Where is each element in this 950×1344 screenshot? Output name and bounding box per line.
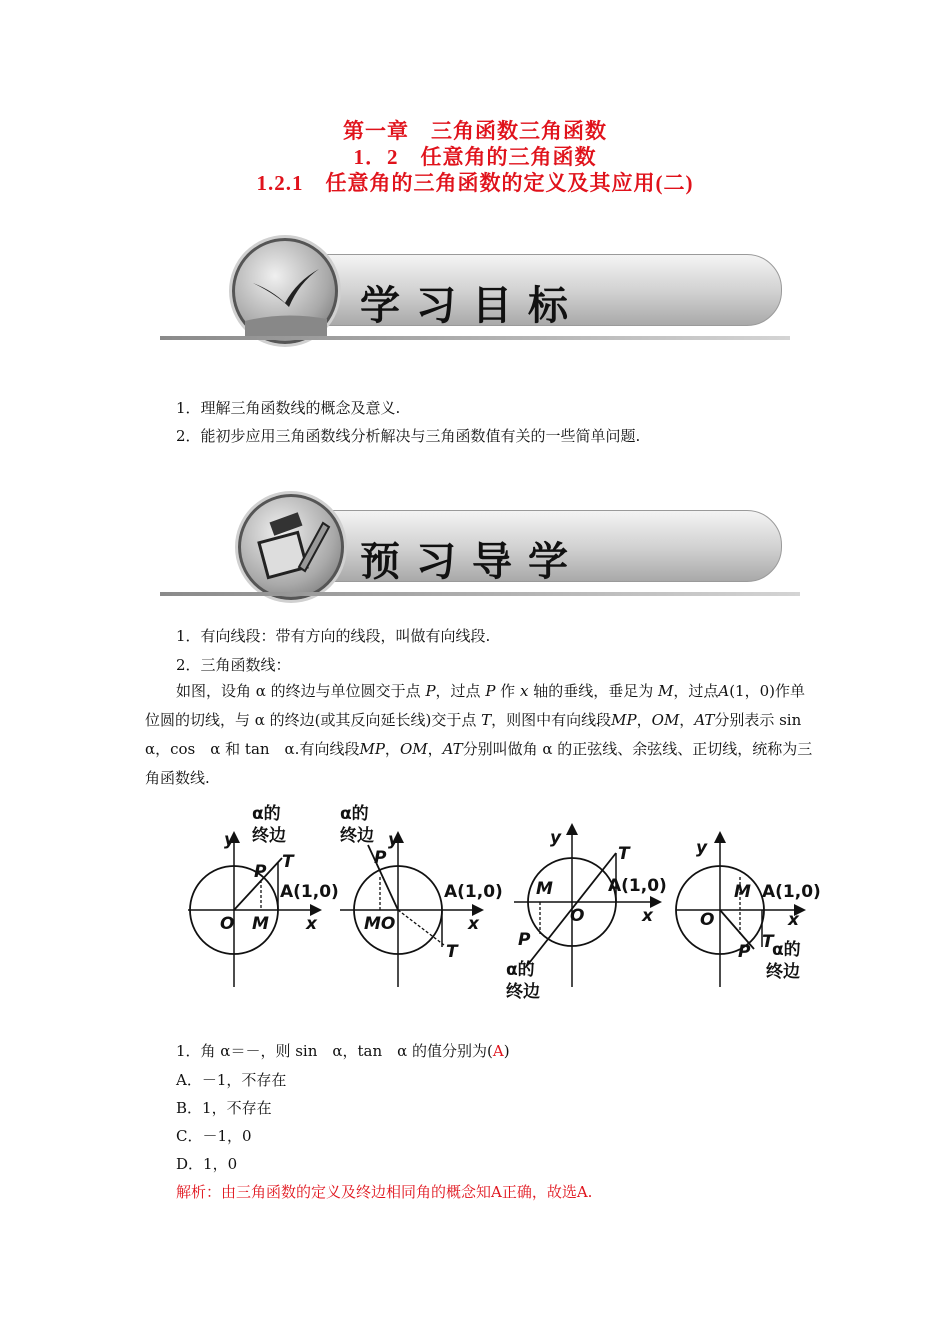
svg-text:终边: 终边 — [506, 982, 540, 1002]
question-1: 1．角 α＝－，则 sin α，tan α 的值分别为(A) — [176, 1042, 510, 1060]
svg-text:P: P — [738, 942, 751, 962]
svg-text:终边: 终边 — [766, 962, 800, 982]
svg-text:T: T — [618, 844, 630, 864]
svg-text:A(1,0): A(1,0) — [280, 882, 339, 902]
svg-text:y: y — [224, 830, 236, 850]
panel-quadrant-3 — [506, 828, 667, 1002]
panel-quadrant-2 — [340, 803, 503, 987]
unit-circle-figure — [188, 797, 828, 1002]
panel-quadrant-1 — [188, 803, 339, 987]
svg-text:A(1,0): A(1,0) — [762, 882, 821, 902]
svg-text:P: P — [254, 862, 267, 882]
svg-text:x: x — [306, 914, 317, 934]
banner-title: 学习目标 — [360, 283, 584, 329]
seagull-icon — [232, 238, 338, 344]
svg-text:P: P — [518, 930, 531, 950]
option-b: B．1，不存在 — [176, 1099, 272, 1117]
subsection-title: 1.2.1 任意角的三角函数的定义及其应用(二) — [256, 171, 694, 195]
panel-quadrant-4 — [676, 837, 821, 987]
answer-mark: A — [492, 1042, 504, 1060]
svg-text:O: O — [570, 906, 585, 926]
svg-text:MO: MO — [364, 914, 396, 934]
option-a: A．－1，不存在 — [176, 1071, 287, 1089]
svg-text:α的: α的 — [252, 804, 281, 824]
objective-2: 2．能初步应用三角函数线分析解决与三角函数值有关的一些简单问题. — [176, 427, 641, 445]
books-icon — [238, 494, 344, 600]
svg-text:O: O — [220, 914, 235, 934]
preview-banner — [160, 488, 800, 600]
title-block — [0, 118, 950, 196]
solution-label: 解析 — [176, 1183, 207, 1201]
svg-text:终边: 终边 — [252, 826, 286, 846]
svg-text:α的: α的 — [506, 960, 535, 980]
learning-objectives-banner — [160, 232, 790, 344]
svg-text:y: y — [696, 838, 708, 858]
section-title: 1．2 任意角的三角函数 — [353, 145, 597, 169]
svg-text:终边: 终边 — [340, 826, 374, 846]
svg-text:M: M — [536, 879, 553, 899]
svg-text:P: P — [374, 848, 387, 868]
preview-item-2: 2．三角函数线： — [176, 656, 291, 674]
svg-text:y: y — [550, 828, 562, 848]
chapter-title: 第一章 三角函数三角函数 — [343, 119, 607, 143]
objective-1: 1．理解三角函数线的概念及意义. — [176, 399, 401, 417]
svg-text:O: O — [700, 910, 715, 930]
svg-text:M: M — [252, 914, 269, 934]
svg-text:M: M — [734, 882, 751, 902]
option-d: D．1，0 — [176, 1155, 238, 1173]
option-c: C．－1，0 — [176, 1127, 252, 1145]
preview-item-1: 1．有向线段：带有方向的线段，叫做有向线段. — [176, 627, 491, 645]
svg-text:T: T — [282, 852, 294, 872]
svg-text:x: x — [468, 914, 479, 934]
trig-line-paragraph: 如图，设角 α 的终边与单位圆交于点 P，过点 P 作 x 轴的垂线，垂足为 M，过点A(1，0)作单位圆的切线，与 α 的终边(或其反向延长线)交于点 T，则图中有向线段MP，OM，AT分别表示 sin α，cos α 和 tan α.有向线段MP，OM，AT分别叫做角 α 的正弦线、余弦线、正切线，统称为三角函数线. — [145, 682, 817, 787]
svg-text:y: y — [388, 830, 400, 850]
svg-text:A(1,0): A(1,0) — [444, 882, 503, 902]
svg-text:x: x — [788, 910, 799, 930]
banner-title: 预习导学 — [360, 539, 584, 585]
svg-text:A(1,0): A(1,0) — [608, 876, 667, 896]
svg-text:α的: α的 — [772, 940, 801, 960]
svg-text:x: x — [642, 906, 653, 926]
svg-text:T: T — [446, 942, 458, 962]
svg-text:T: T — [762, 932, 774, 952]
svg-text:α的: α的 — [340, 804, 369, 824]
solution: 解析：由三角函数的定义及终边相同角的概念知A正确，故选A. — [176, 1183, 593, 1201]
